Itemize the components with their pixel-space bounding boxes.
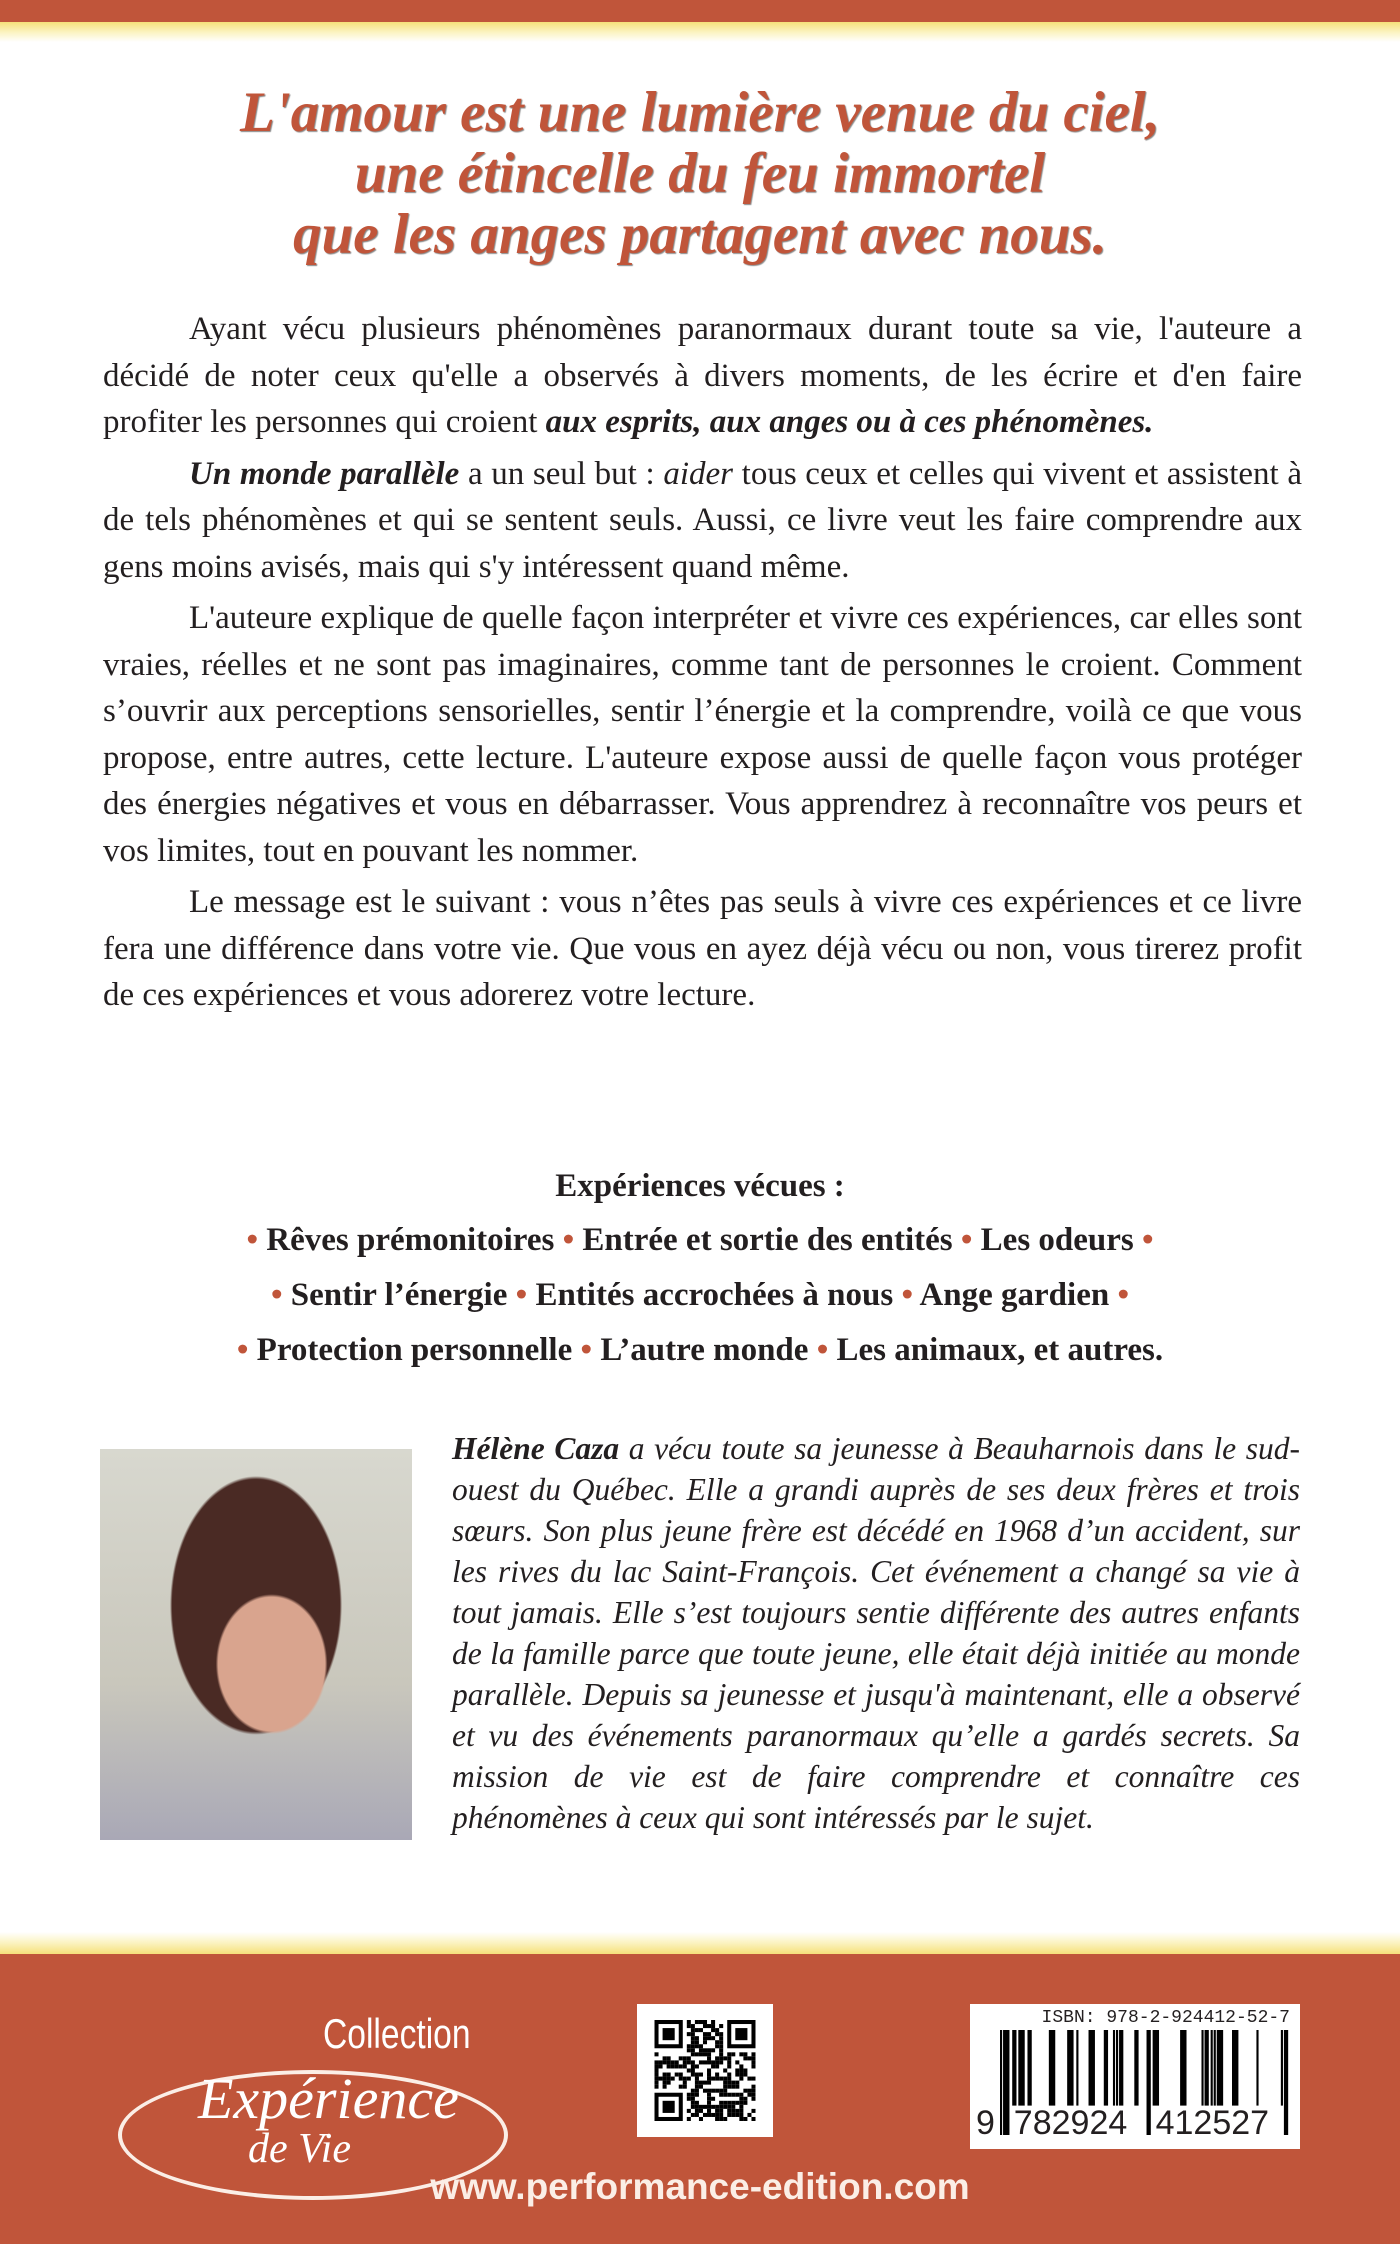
epigraph-quote [0,82,1400,265]
experience-item: Ange gardien [919,1277,1110,1313]
qr-code-icon [653,2020,757,2121]
paragraph-4: Le message est le suivant : vous n’êtes pas seuls à vivre ces expériences et ce livre fera une différence dans votre vie. Que vous en ayez déjà vécu ou non, vous tirerez profit de ces expériences et vous adorerez votre lecture. [103,884,1302,1013]
top-stripe [0,22,1400,42]
paragraph-2 [103,451,1302,591]
qr-code[interactable] [637,2004,773,2137]
text: a un seul but : [459,455,664,492]
experience-item: Entités accrochées à nous [535,1277,894,1313]
book-title: Un monde parallèle [189,455,460,492]
quote-line: que les anges partagent avec nous. [293,203,1107,266]
quote-line: une étincelle du feu immortel [354,142,1046,205]
experience-item: Sentir l’énergie [290,1277,508,1313]
description [103,306,1302,1024]
publisher-url[interactable]: www.performance-edition.com [430,2166,970,2207]
logo-collection: Collection [323,2010,471,2057]
experiences-line: • Rêves prémonitoires • Entrée et sortie des entités • Les odeurs • [246,1222,1154,1258]
experiences-line: • Sentir l’énergie • Entités accrochées à nous • Ange gardien • [270,1277,1130,1313]
logo-de-vie: de Vie [248,2126,351,2172]
author-name: Hélène Caza [452,1431,620,1466]
bottom-stripe [0,1932,1400,1954]
emphasis: aider [663,455,733,492]
isbn-text: ISBN: 978-2-924412-52-7 [1041,2008,1290,2028]
text: tous ceux et celles qui vivent et assistent à de tels phénomènes et qui se sentent seuls. Aussi, ce livre veut les faire comprendre aux gens moins avisés, mais qui s'y intéressent quand même. [103,455,1302,585]
experiences-heading: Expériences vécues : [555,1168,845,1204]
experience-item: Les odeurs [980,1222,1134,1258]
experience-item: Protection personnelle [256,1332,573,1368]
author-photo [100,1449,412,1840]
experience-item: Les animaux, et autres. [836,1332,1164,1368]
author-bio [452,1428,1300,1838]
experiences-line: • Protection personnelle • L’autre monde • Les animaux, et autres. [236,1332,1164,1368]
emphasis: aux esprits, aux anges ou à ces phénomènes. [545,404,1154,440]
quote-line: L'amour est une lumière venue du ciel, [240,81,1160,144]
paragraph-1 [103,306,1302,446]
text: Ayant vécu plusieurs phénomènes paranormaux durant toute sa vie, l'auteure a décidé de noter ceux qu'elle a observés à divers moments, de les écrire et d'en faire profiter les personnes qui croient [103,311,1302,440]
logo-experience: Expérience [198,2066,459,2131]
experience-item: L’autre monde [600,1332,809,1368]
isbn-barcode [970,2004,1300,2149]
experience-item: Entrée et sortie des entités [582,1222,953,1258]
paragraph-3: L'auteure explique de quelle façon interpréter et vivre ces expériences, car elles sont vraies, réelles et ne sont pas imaginaires, comme tant de personnes le croient. Comment s’ouvrir aux perceptions sensorielles, sentir l’énergie et la comprendre, voilà ce que vous propose, entre autres, cette lecture. L'auteure expose aussi de quelle façon vous protéger des énergies négatives et vous en débarrasser. Vous apprendrez à reconnaître vos peurs et vos limites, tout en pouvant les nommer. [103,600,1302,869]
top-band [0,0,1400,22]
barcode-digits: 9 782924 412527 [976,2104,1270,2142]
experience-item: Rêves prémonitoires [266,1222,555,1258]
bio-text: a vécu toute sa jeunesse à Beauharnois dans le sud-ouest du Québec. Elle a grandi auprès de ses deux frères et trois sœurs. Son plus jeune frère est décédé en 1968 d’un accident, sur les rives du lac Saint-François. Cet événement a changé sa vie à tout jamais. Elle s’est toujours sentie différente des autres enfants de la famille parce que toute jeune, elle était déjà initiée au monde parallèle. Depuis sa jeunesse et jusqu'à maintenant, elle a observé et vu des événements paranormaux qu’elle a gardés secrets. Sa mission de vie est de faire comprendre et connaître ces phénomènes à ceux qui sont intéressés par le sujet. [452,1431,1300,1835]
